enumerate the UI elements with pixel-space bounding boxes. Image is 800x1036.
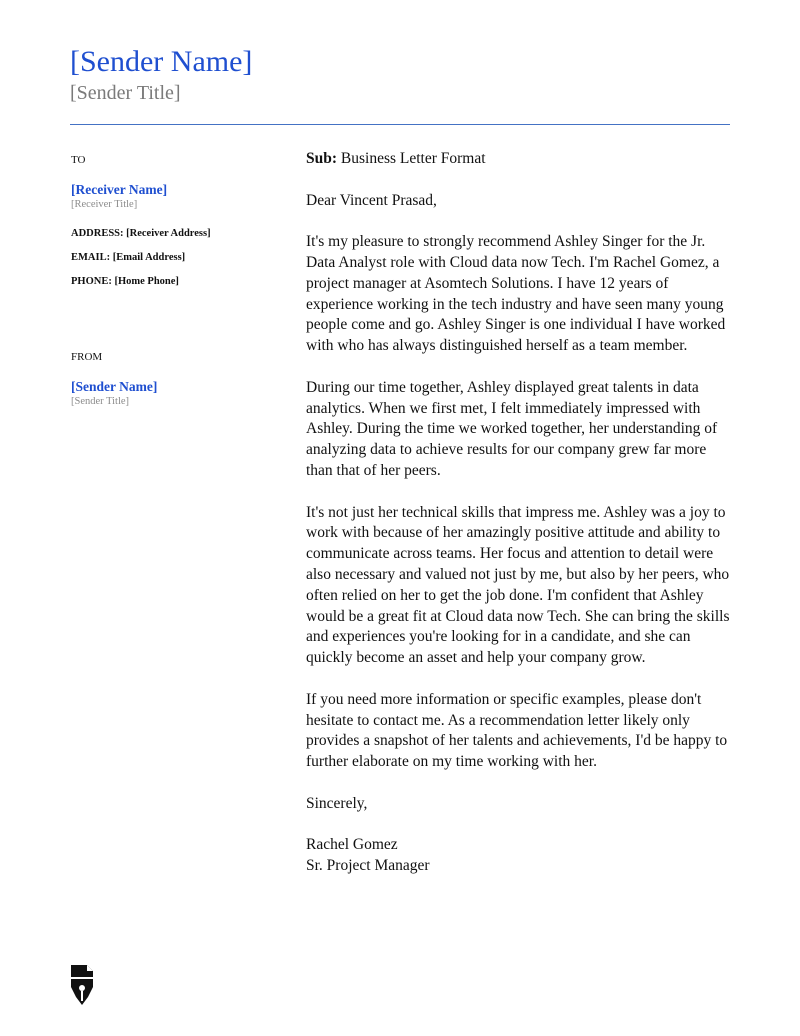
- receiver-address: ADDRESS: [Receiver Address]: [71, 228, 211, 239]
- receiver-title: [Receiver Title]: [71, 199, 138, 210]
- receiver-phone: PHONE: [Home Phone]: [71, 276, 179, 287]
- paragraph-3: It's not just her technical skills that impress me. Ashley was a joy to work with because of her amazingly positive attitude and ability to communicate across teams. Her focus and attention to detail were also necessary and valued not just by me, but also by her peers, who often relied on her to get the job done. I'm confident that Ashley would be a great fit at Cloud data now Tech. She can bring the skills and experiences you're looking for in a candidate, and she can quickly become an asset and help your company grow.: [306, 503, 730, 667]
- subject-label: Sub:: [306, 150, 338, 167]
- to-label: TO: [71, 154, 86, 166]
- letter-body: [306, 149, 736, 877]
- greeting: Dear Vincent Prasad,: [306, 191, 437, 209]
- pen-nib-logo-icon: [68, 963, 96, 1007]
- paragraph-4: If you need more information or specific examples, please don't hesitate to contact me. As a recommendation letter likely only provides a snapshot of her talents and achievements, I'd be happy to further elaborate on my time working with her.: [306, 690, 728, 771]
- from-label: FROM: [71, 351, 103, 363]
- subject-text: Business Letter Format: [337, 150, 486, 167]
- address-column: [71, 153, 271, 408]
- from-sender-title: [Sender Title]: [71, 396, 130, 407]
- paragraph-2: During our time together, Ashley displayed great talents in data analytics. When we first met, I felt immediately impressed with Ashley. During the time we worked together, her understanding of analyzing data to achieve results for our company grew far more than that of her peers.: [306, 378, 718, 479]
- paragraph-1: It's my pleasure to strongly recommend Ashley Singer for the Jr. Data Analyst role with Cloud data now Tech. I'm Rachel Gomez, a project manager at Asomtech Solutions. I have 12 years of experience working in the tech industry and have seen many young people come and go. Ashley Singer is one individual I have worked with who has always distinguished herself as a team member.: [306, 233, 726, 355]
- letterhead: [70, 44, 730, 106]
- header-sender-name: [Sender Name]: [70, 45, 253, 78]
- header-divider: [70, 124, 730, 125]
- from-sender-name: [Sender Name]: [71, 379, 158, 394]
- signer-name: Rachel Gomez: [306, 836, 398, 854]
- header-sender-title: [Sender Title]: [70, 82, 181, 104]
- receiver-email: EMAIL: [Email Address]: [71, 252, 186, 263]
- signer-title: Sr. Project Manager: [306, 857, 430, 875]
- receiver-name: [Receiver Name]: [71, 182, 168, 197]
- subject-line: [306, 149, 736, 170]
- closing: Sincerely,: [306, 794, 368, 812]
